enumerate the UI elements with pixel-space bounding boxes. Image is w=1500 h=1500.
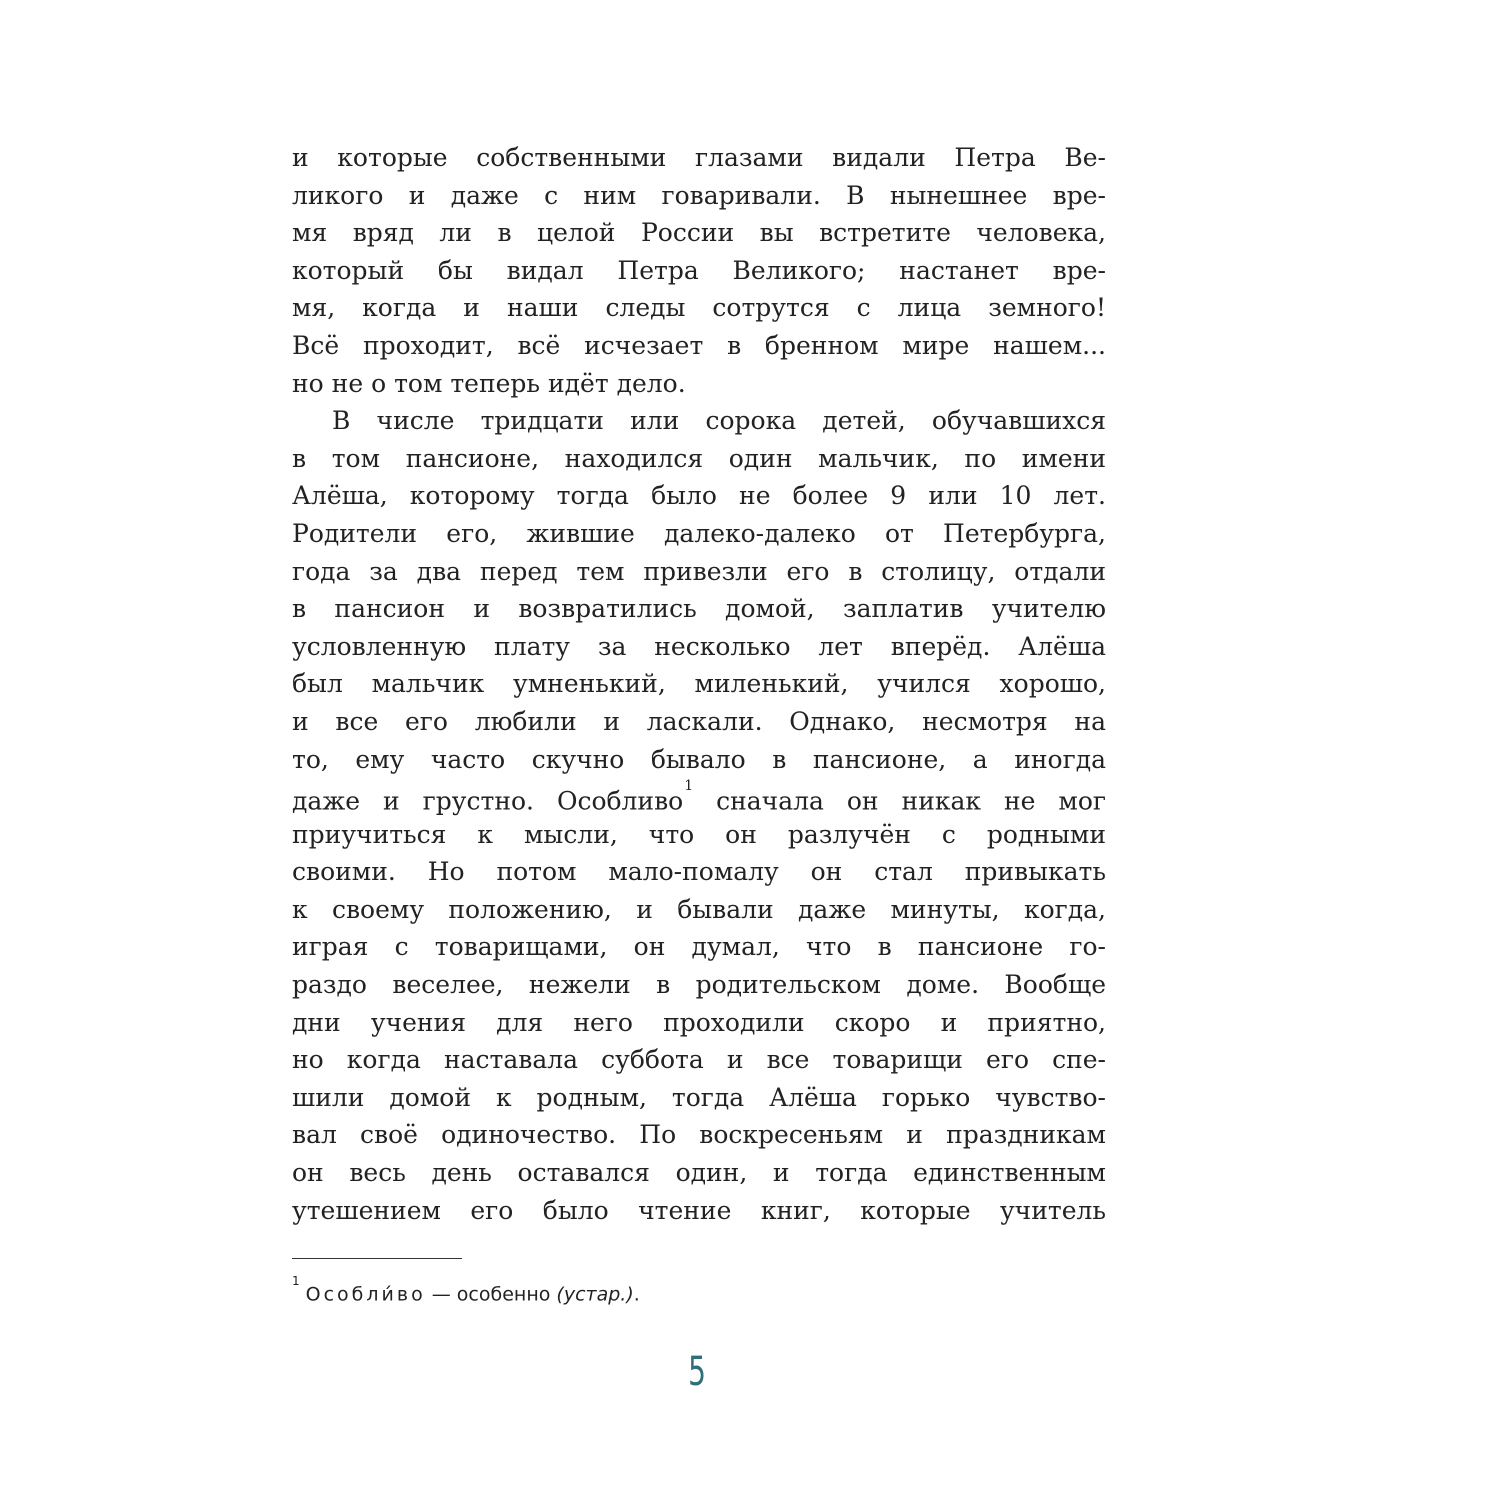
footnote-dash: —	[425, 1283, 457, 1306]
footnote	[292, 1275, 640, 1308]
footnote-reference[interactable]: 1	[684, 778, 694, 795]
text-line: шили домой к родным, тогда Алёша горько чувство-	[292, 1082, 1106, 1112]
footnote-end: .	[633, 1283, 640, 1306]
text-line: года за два перед тем привезли его в столицу, отдали	[292, 556, 1106, 586]
text-line: был мальчик умненький, миленький, учился хорошо,	[292, 669, 1106, 699]
text-line: приучиться к мысли, что он разлучён с родными	[292, 819, 1106, 849]
text-line: Алёша, которому тогда было не более 9 или 10 лет.	[292, 481, 1106, 511]
text-line: который бы видал Петра Великого; настанет вре-	[292, 255, 1106, 285]
text-line: раздо веселее, нежели в родительском доме. Вообще	[292, 970, 1106, 1000]
text-line: играя с товарищами, он думал, что в пансионе го-	[292, 932, 1106, 962]
text-line: вал своё одиночество. По воскресеньям и праздникам	[292, 1120, 1106, 1150]
text-line: мя вряд ли в целой России вы встретите человека,	[292, 218, 1106, 248]
text-line: но когда наставала суббота и все товарищи его спе-	[292, 1045, 1106, 1075]
text-segment: даже и грустно. Особливо	[292, 786, 684, 816]
text-line-with-footnote	[292, 778, 1106, 816]
text-line: то, ему часто скучно бывало в пансионе, а иногда	[292, 744, 1106, 774]
text-line: ликого и даже с ним говаривали. В нынешнее вре-	[292, 180, 1106, 210]
page-number: 5	[688, 1349, 706, 1395]
text-segment: сначала он никак не мог	[693, 786, 1106, 816]
body-text	[292, 139, 1106, 1229]
footnote-number: 1	[292, 1274, 300, 1288]
footnote-usage-label: (устар.)	[556, 1283, 634, 1306]
footnote-term: Особли́во	[305, 1283, 426, 1306]
text-line: и все его любили и ласкали. Однако, несмотря на	[292, 706, 1106, 736]
text-line: мя, когда и наши следы сотрутся с лица земного!	[292, 293, 1106, 323]
text-line: Всё проходит, всё исчезает в бренном мире нашем...	[292, 330, 1106, 360]
text-line: дни учения для него проходили скоро и приятно,	[292, 1007, 1106, 1037]
text-line: в том пансионе, находился один мальчик, по имени	[292, 443, 1106, 473]
paragraph-first-line: В числе тридцати или сорока детей, обучавшихся	[332, 406, 1106, 436]
text-line: в пансион и возвратились домой, заплатив учителю	[292, 594, 1106, 624]
text-line: условленную плату за несколько лет вперёд. Алёша	[292, 631, 1106, 661]
text-line: своими. Но потом мало-помалу он стал привыкать	[292, 857, 1106, 887]
text-line: к своему положению, и бывали даже минуты, когда,	[292, 894, 1106, 924]
text-line: он весь день оставался один, и тогда единственным	[292, 1158, 1106, 1188]
text-line: Родители его, жившие далеко-далеко от Петербурга,	[292, 518, 1106, 548]
text-line: и которые собственными глазами видали Петра Ве-	[292, 143, 1106, 172]
text-line: утешением его было чтение книг, которые учитель	[292, 1195, 1106, 1225]
footnote-definition: особенно	[456, 1283, 557, 1306]
footnote-divider	[292, 1258, 462, 1259]
text-line: но не о том теперь идёт дело.	[292, 368, 686, 398]
